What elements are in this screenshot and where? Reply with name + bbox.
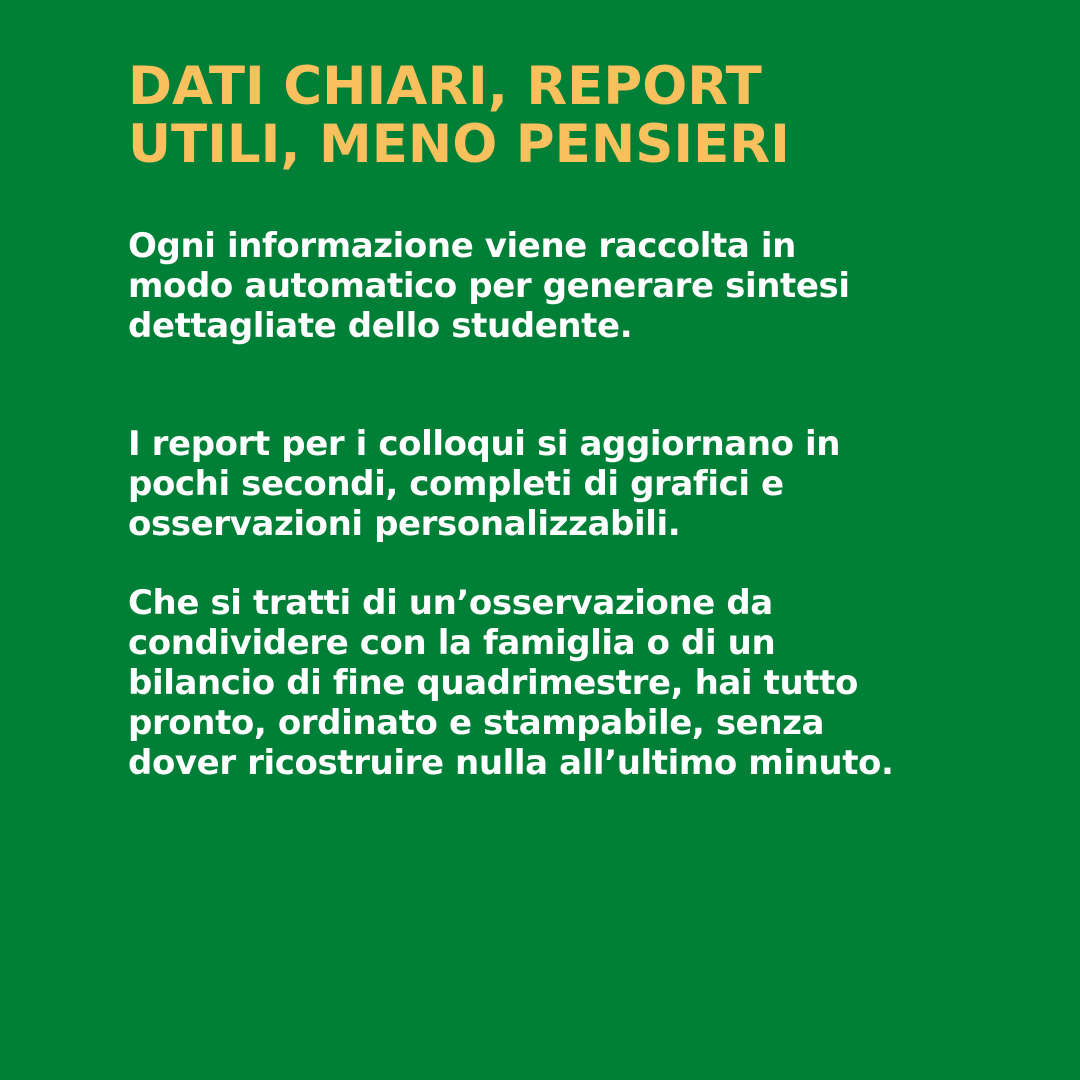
headline-line: DATI CHIARI, REPORT xyxy=(128,56,762,117)
paragraph-line: condividere con la famiglia o di un xyxy=(128,623,776,663)
headline xyxy=(128,58,1028,174)
paragraph-reports xyxy=(128,424,1028,544)
paragraph-ready-to-print xyxy=(128,583,1028,783)
paragraph-line: Che si tratti di un’osservazione da xyxy=(128,583,773,623)
paragraph-line: modo automatico per generare sintesi xyxy=(128,266,850,306)
paragraph-line: bilancio di fine quadrimestre, hai tutto xyxy=(128,663,858,703)
paragraph-line: pochi secondi, completi di grafici e xyxy=(128,464,784,504)
paragraph-line: dover ricostruire nulla all’ultimo minuto. xyxy=(128,743,894,783)
paragraph-line: Ogni informazione viene raccolta in xyxy=(128,226,796,266)
paragraph-line: pronto, ordinato e stampabile, senza xyxy=(128,703,825,743)
paragraph-line: dettagliate dello studente. xyxy=(128,306,633,346)
headline-line: UTILI, MENO PENSIERI xyxy=(128,114,790,175)
paragraph-data-collection xyxy=(128,226,1028,346)
paragraph-line: I report per i colloqui si aggiornano in xyxy=(128,424,841,464)
paragraph-line: osservazioni personalizzabili. xyxy=(128,504,681,544)
